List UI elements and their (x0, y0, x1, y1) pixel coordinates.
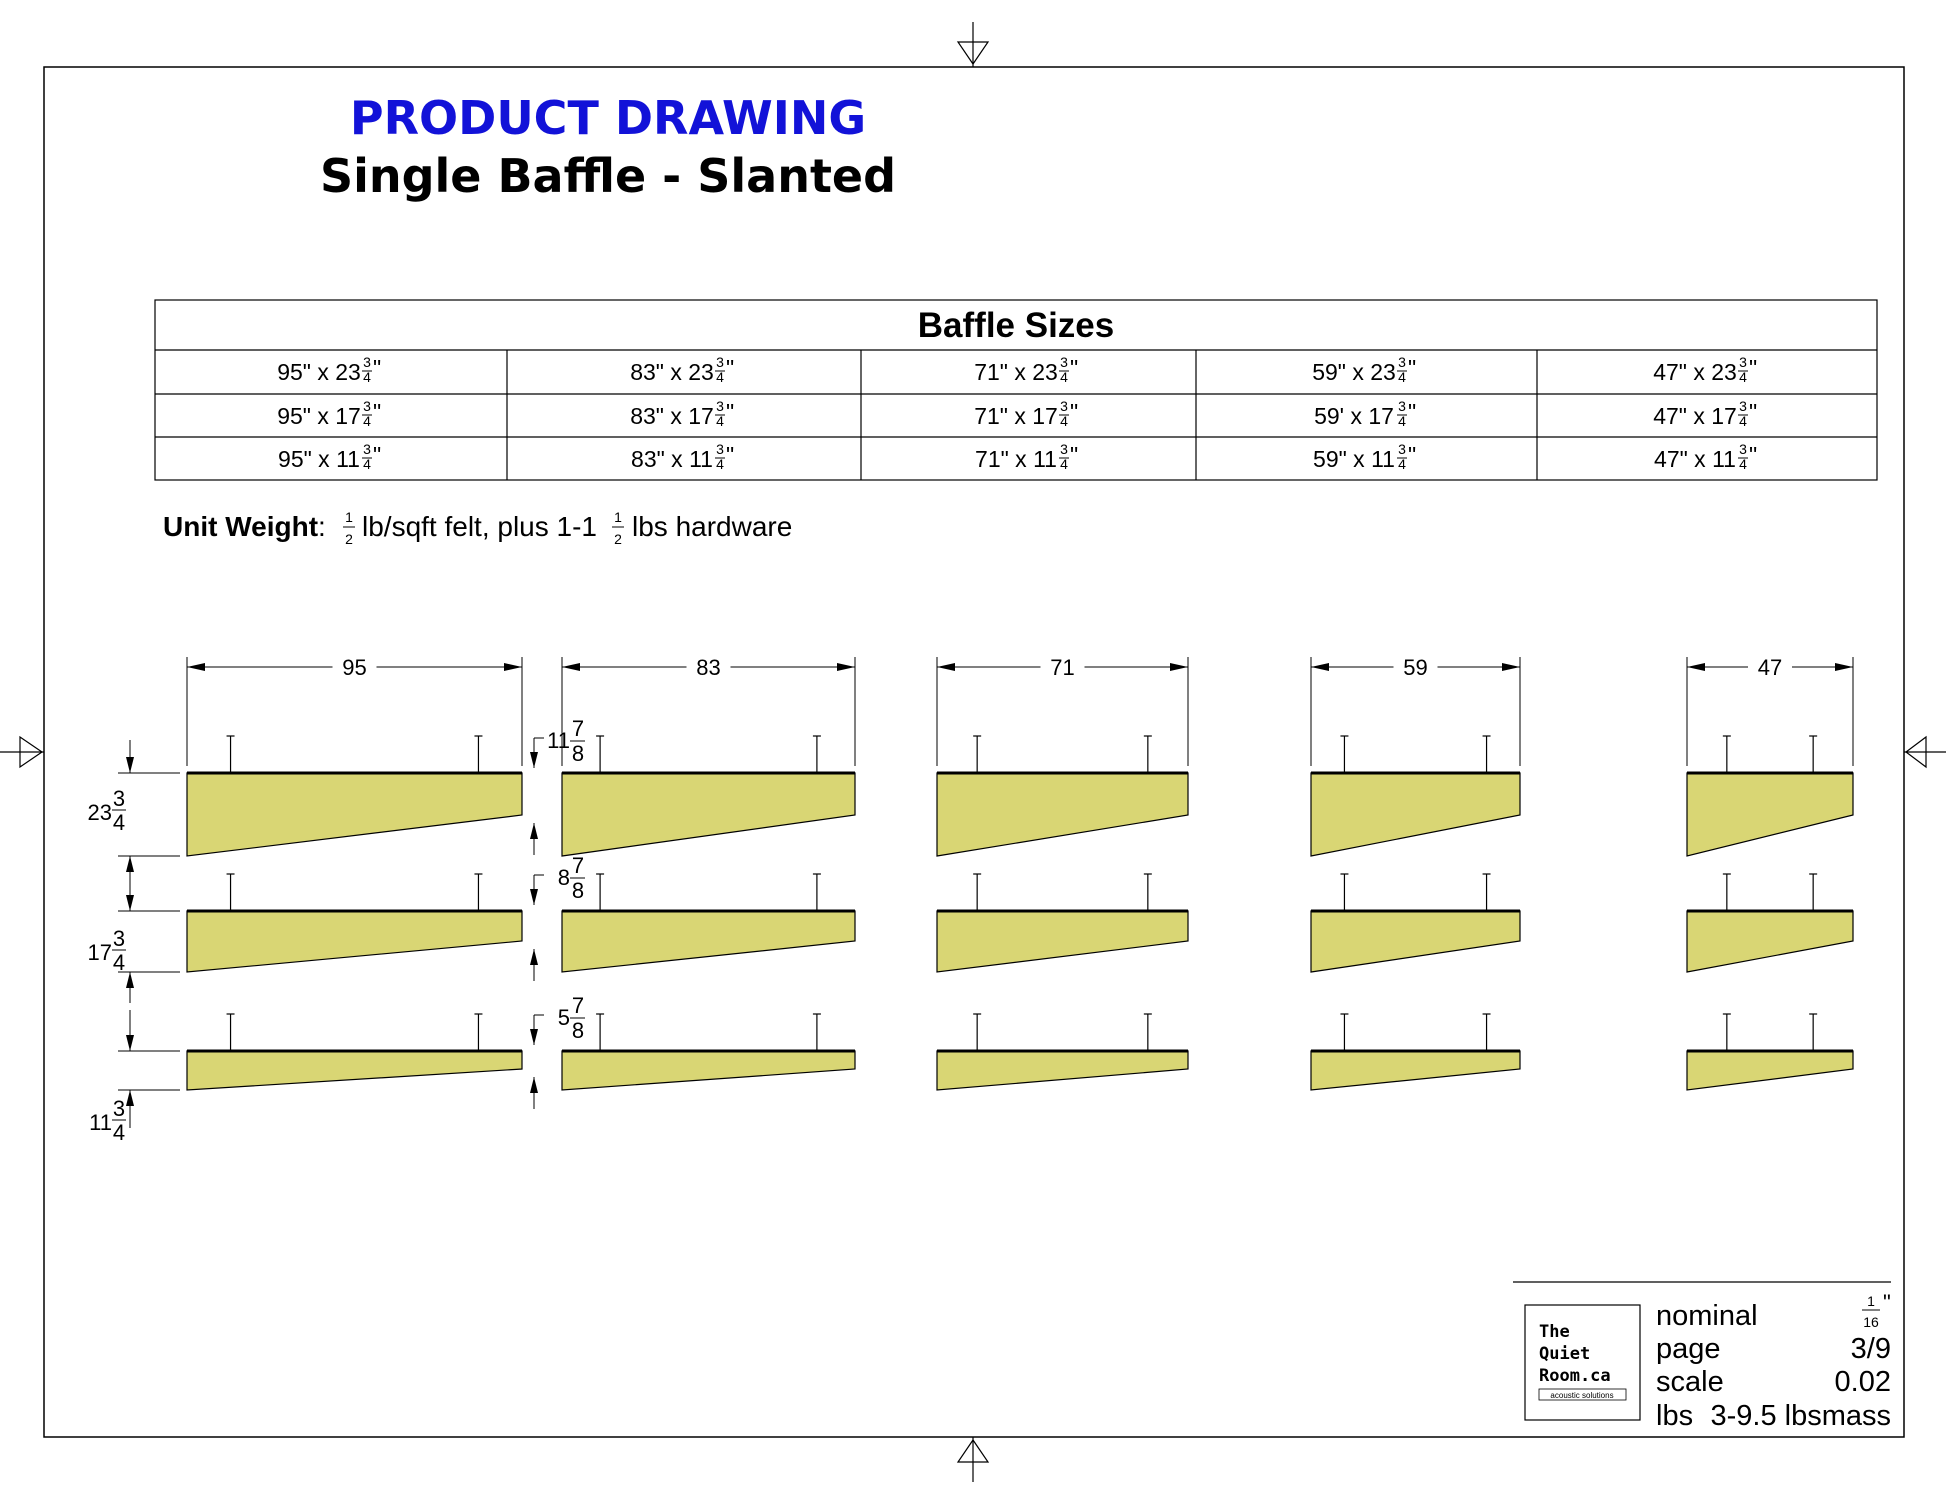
slant-arrow (530, 823, 538, 839)
nominal-label: nominal (1656, 1300, 1758, 1332)
baffle-panel (1311, 773, 1520, 856)
table-cell-fraction-den: 4 (363, 413, 371, 429)
table-cell-fraction-num: 3 (1739, 441, 1747, 457)
page-value: 3/9 (1850, 1333, 1891, 1365)
table-cell-fraction-num: 3 (1060, 441, 1068, 457)
table-cell-fraction-den: 4 (716, 369, 724, 385)
baffle-panel (562, 911, 855, 972)
height-dimension-whole: 23 (87, 800, 112, 825)
slant-arrow (530, 889, 538, 905)
scale-value: 0.02 (1834, 1366, 1891, 1398)
dim-arrow (937, 663, 955, 671)
table-cells (277, 354, 1757, 472)
table-cell-fraction-den: 4 (1060, 413, 1068, 429)
page-label: page (1656, 1333, 1721, 1365)
height-dimension-num: 3 (112, 1096, 126, 1121)
slant-dimension-whole: 8 (557, 865, 570, 890)
table-cell: 47" x 17 (1653, 403, 1737, 429)
dim-arrow (1170, 663, 1188, 671)
nominal-fraction-num: 1 (1867, 1293, 1875, 1309)
table-cell-fraction-den: 4 (716, 413, 724, 429)
height-dimension-den: 4 (112, 810, 126, 835)
dim-arrow (1687, 663, 1705, 671)
table-cell-fraction-num: 3 (1739, 398, 1747, 414)
baffle-panel (1687, 911, 1853, 972)
height-dimension-den: 4 (112, 1120, 126, 1145)
table-cell: 71" x 17 (974, 403, 1058, 429)
centering-marks (0, 22, 1946, 1482)
baffle-panel (187, 911, 522, 972)
table-cell-inch-mark: " (726, 399, 735, 425)
unit-weight-line (163, 511, 326, 542)
logo-line-1: The (1539, 1322, 1570, 1342)
scale-label: scale (1656, 1366, 1724, 1398)
table-cell: 95" x 23 (277, 359, 361, 385)
logo-line-3: Room.ca (1539, 1366, 1611, 1386)
table-cell: 95" x 11 (278, 446, 360, 472)
table-cell-inch-mark: " (1749, 399, 1758, 425)
height-arrow (126, 1090, 134, 1106)
baffle-panel (562, 1051, 855, 1090)
table-cell-fraction-num: 3 (1739, 354, 1747, 370)
baffle-panel (187, 1051, 522, 1090)
table-cell-fraction-num: 3 (363, 441, 371, 457)
table-cell-inch-mark: " (1070, 355, 1079, 381)
unit-weight-label: Unit Weight (163, 511, 319, 542)
table-cell-inch-mark: " (373, 399, 382, 425)
table-cell-inch-mark: " (1070, 399, 1079, 425)
table-cell-inch-mark: " (1408, 442, 1417, 468)
width-dimension-label: 71 (1050, 655, 1075, 680)
table-cell-fraction-num: 3 (1060, 398, 1068, 414)
baffle-panel (562, 773, 855, 856)
table-cell: 59' x 17 (1314, 403, 1394, 429)
slant-arrow (530, 752, 538, 768)
logo-tagline: acoustic solutions (1550, 1391, 1614, 1400)
nominal-fraction-den: 16 (1863, 1314, 1879, 1330)
baffle-panel (937, 1051, 1188, 1090)
unit-weight-half-den: 2 (345, 531, 353, 547)
table-cell-fraction-num: 3 (716, 354, 724, 370)
table-cell-fraction-den: 4 (1398, 369, 1406, 385)
width-dimension-label: 95 (342, 655, 367, 680)
table-cell-fraction-num: 3 (1398, 354, 1406, 370)
height-dimension-whole: 17 (87, 940, 112, 965)
height-arrow (126, 972, 134, 988)
dim-arrow (504, 663, 522, 671)
sheet-border (44, 67, 1904, 1437)
width-dimension-label: 83 (696, 655, 721, 680)
table-cell-fraction-num: 3 (716, 441, 724, 457)
table-cell-fraction-num: 3 (1398, 398, 1406, 414)
width-dimension-label: 47 (1757, 655, 1783, 680)
table-cell: 95" x 17 (277, 403, 361, 429)
nominal-unit: " (1883, 1290, 1891, 1315)
table-cell: 83" x 11 (631, 446, 713, 472)
slant-arrow (530, 1077, 538, 1093)
height-dimension-den: 4 (112, 950, 126, 975)
table-cell-fraction-den: 4 (363, 369, 371, 385)
dim-arrow (837, 663, 855, 671)
table-cell-inch-mark: " (1749, 355, 1758, 381)
slant-dimension-den: 8 (571, 741, 585, 766)
table-cell-inch-mark: " (1070, 442, 1079, 468)
height-arrow (126, 1035, 134, 1051)
dim-arrow (1835, 663, 1853, 671)
slant-arrow (530, 949, 538, 965)
table-heading: Baffle Sizes (917, 306, 1115, 345)
baffle-panel (1687, 1051, 1853, 1090)
table-cell-inch-mark: " (1408, 399, 1417, 425)
table-cell: 71" x 23 (974, 359, 1058, 385)
unit-weight-text2: lbs hardware (632, 511, 793, 542)
height-arrow (126, 856, 134, 872)
table-cell-fraction-den: 4 (1739, 413, 1747, 429)
table-cell: 59" x 23 (1312, 359, 1396, 385)
height-arrow (126, 757, 134, 773)
dim-arrow (1311, 663, 1329, 671)
slant-arrow (530, 1029, 538, 1045)
dim-arrow (187, 663, 205, 671)
table-cell-fraction-den: 4 (1398, 456, 1406, 472)
slant-dimension-num: 7 (571, 853, 585, 878)
height-dimension-num: 3 (112, 926, 126, 951)
baffle-panel (937, 773, 1188, 856)
logo-line-2: Quiet (1539, 1344, 1591, 1364)
table-cell-fraction-den: 4 (1398, 413, 1406, 429)
slant-dimension-whole: 11 (547, 728, 570, 753)
table-cell-fraction-den: 4 (363, 456, 371, 472)
table-cell-fraction-num: 3 (1060, 354, 1068, 370)
slant-dimension-whole: 5 (557, 1005, 570, 1030)
drawing-title: PRODUCT DRAWING (349, 91, 867, 145)
slant-dimension-den: 8 (571, 1018, 585, 1043)
width-dimension-label: 59 (1403, 655, 1428, 680)
table-cell-inch-mark: " (1749, 442, 1758, 468)
lbs-label: lbs (1656, 1400, 1694, 1432)
table-cell-inch-mark: " (373, 355, 382, 381)
table-cell-fraction-den: 4 (1739, 456, 1747, 472)
table-cell-fraction-den: 4 (1739, 369, 1747, 385)
table-cell-fraction-num: 3 (363, 354, 371, 370)
unit-weight-half-num: 1 (345, 509, 353, 525)
table-cell-inch-mark: " (726, 442, 735, 468)
table-cell-fraction-num: 3 (716, 398, 724, 414)
height-dimension-num: 3 (112, 786, 126, 811)
unit-weight-colon: : (318, 511, 326, 542)
unit-weight-text1: lb/sqft felt, plus 1-1 (362, 511, 598, 542)
dim-arrow (562, 663, 580, 671)
dim-arrow (1502, 663, 1520, 671)
table-cell-inch-mark: " (373, 442, 382, 468)
slant-dimension-den: 8 (571, 878, 585, 903)
table-cell: 47" x 23 (1653, 359, 1737, 385)
slant-dimension-num: 7 (571, 716, 585, 741)
table-cell: 47" x 11 (1654, 446, 1736, 472)
table-cell-inch-mark: " (1408, 355, 1417, 381)
unit-weight-half2-num: 1 (614, 509, 622, 525)
height-dimension-whole: 11 (89, 1110, 112, 1135)
baffle-elevations (88, 655, 1853, 1145)
drawing-subtitle: Single Baffle - Slanted (319, 149, 897, 203)
height-arrow (126, 895, 134, 911)
table-cell: 59" x 11 (1313, 446, 1395, 472)
table-cell-fraction-den: 4 (1060, 456, 1068, 472)
baffle-panel (187, 773, 522, 856)
table-cell-fraction-den: 4 (1060, 369, 1068, 385)
table-cell-fraction-num: 3 (1398, 441, 1406, 457)
table-cell-fraction-num: 3 (363, 398, 371, 414)
lbs-value: 3-9.5 lbsmass (1710, 1400, 1891, 1432)
table-cell-fraction-den: 4 (716, 456, 724, 472)
table-cell: 71" x 11 (975, 446, 1057, 472)
table-cell: 83" x 23 (630, 359, 714, 385)
unit-weight-half2-den: 2 (614, 531, 622, 547)
table-cell-inch-mark: " (726, 355, 735, 381)
baffle-panel (1687, 773, 1853, 856)
baffle-panel (937, 911, 1188, 972)
slant-dimension-num: 7 (571, 993, 585, 1018)
table-cell: 83" x 17 (630, 403, 714, 429)
baffle-panel (1311, 1051, 1520, 1090)
baffle-panel (1311, 911, 1520, 972)
